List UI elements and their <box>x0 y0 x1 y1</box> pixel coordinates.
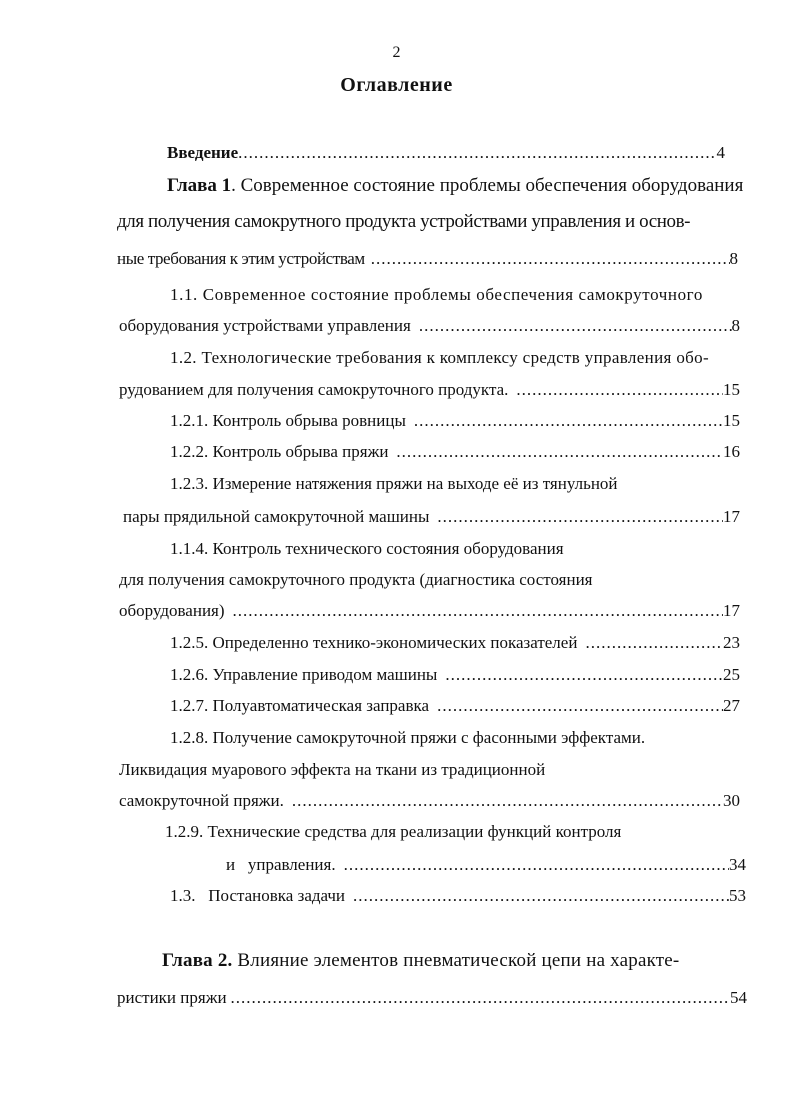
toc-entry-1-1-4-line3: оборудования) ..... 17 <box>119 601 740 621</box>
toc-page: 4 <box>716 143 725 162</box>
toc-entry-1-1-4-line2: для получения самокруточного продукта (диагностика состояния <box>119 570 593 589</box>
toc-page: 34 <box>729 855 746 874</box>
toc-entry-ch1-line3: ные требования к этим устройствам ..... 8 <box>117 249 738 269</box>
toc-page: 17 <box>723 507 740 526</box>
toc-entry-1-2-8-line1: 1.2.8. Получение самокруточной пряжи с фасонными эффектами. <box>170 728 646 747</box>
toc-entry-1-1-4-line1: 1.1.4. Контроль технического состояния оборудования <box>170 539 564 558</box>
toc-entry-1-2-line2: рудованием для получения самокруточного продукта. ..... 15 <box>119 380 740 400</box>
toc-page: 16 <box>723 442 740 461</box>
toc-page: 30 <box>723 791 740 810</box>
toc-entry-1-2-3-line1: 1.2.3. Измерение натяжения пряжи на выходе её из тянульной <box>170 474 618 493</box>
toc-entry-1-2-9-line2: и управления. ..... 34 <box>226 855 746 875</box>
toc-page: 27 <box>723 696 740 715</box>
toc-page: 8 <box>731 316 740 335</box>
toc-page: 8 <box>729 249 738 268</box>
toc-entry-1-2-1: 1.2.1. Контроль обрыва ровницы ..... 15 <box>170 411 740 431</box>
page-number: 2 <box>392 44 401 61</box>
toc-entry-1-3: 1.3. Постановка задачи ..... 53 <box>170 886 746 906</box>
toc-label: Введение <box>167 143 239 162</box>
toc-entry-1-1-line2: оборудования устройствами управления ..... 8 <box>119 316 740 336</box>
toc-page: 15 <box>723 380 740 399</box>
toc-entry-1-2-3-line2: пары прядильной самокруточной машины ..... 17 <box>123 507 740 527</box>
toc-entry-1-2-2: 1.2.2. Контроль обрыва пряжи ..... 16 <box>170 442 740 462</box>
toc-entry-1-1-line1: 1.1. Современное состояние проблемы обеспечения самокруточного <box>170 285 703 304</box>
toc-entry-ch1-line2: для получения самокрутного продукта устройствами управления и основ- <box>117 211 691 232</box>
toc-page: 23 <box>723 633 740 652</box>
chapter-prefix: Глава 1 <box>167 175 232 196</box>
toc-page: 25 <box>723 665 740 684</box>
toc-entry-ch2-line1: Глава 2. Влияние элементов пневматической цепи на характе- <box>162 950 680 971</box>
toc-page: 54 <box>730 988 747 1007</box>
chapter-prefix: Глава 2. <box>162 950 233 971</box>
toc-page: 53 <box>729 886 746 905</box>
toc-entry-ch1-line1: Глава 1. Современное состояние проблемы обеспечения оборудования <box>167 175 744 196</box>
toc-page: 17 <box>723 601 740 620</box>
toc-entry-intro <box>167 143 725 163</box>
toc-entry-1-2-8-line3: самокруточной пряжи. ..... 30 <box>119 791 740 811</box>
toc-entry-1-2-7: 1.2.7. Полуавтоматическая заправка ..... 27 <box>170 696 740 716</box>
toc-entry-1-2-line1: 1.2. Технологические требования к комплексу средств управления обо- <box>170 348 710 367</box>
toc-entry-1-2-9-line1: 1.2.9. Технические средства для реализации функций контроля <box>165 822 622 841</box>
toc-entry-1-2-6: 1.2.6. Управление приводом машины ..... 25 <box>170 665 740 685</box>
toc-entry-1-2-5: 1.2.5. Определенно технико-экономических показателей ..... 23 <box>170 633 740 653</box>
page-title: Оглавление <box>340 74 453 96</box>
toc-page: 15 <box>723 411 740 430</box>
toc-entry-1-2-8-line2: Ликвидация муарового эффекта на ткани из традиционной <box>119 760 546 779</box>
toc-entry-ch2-line2: ристики пряжи ..... 54 <box>117 988 747 1008</box>
